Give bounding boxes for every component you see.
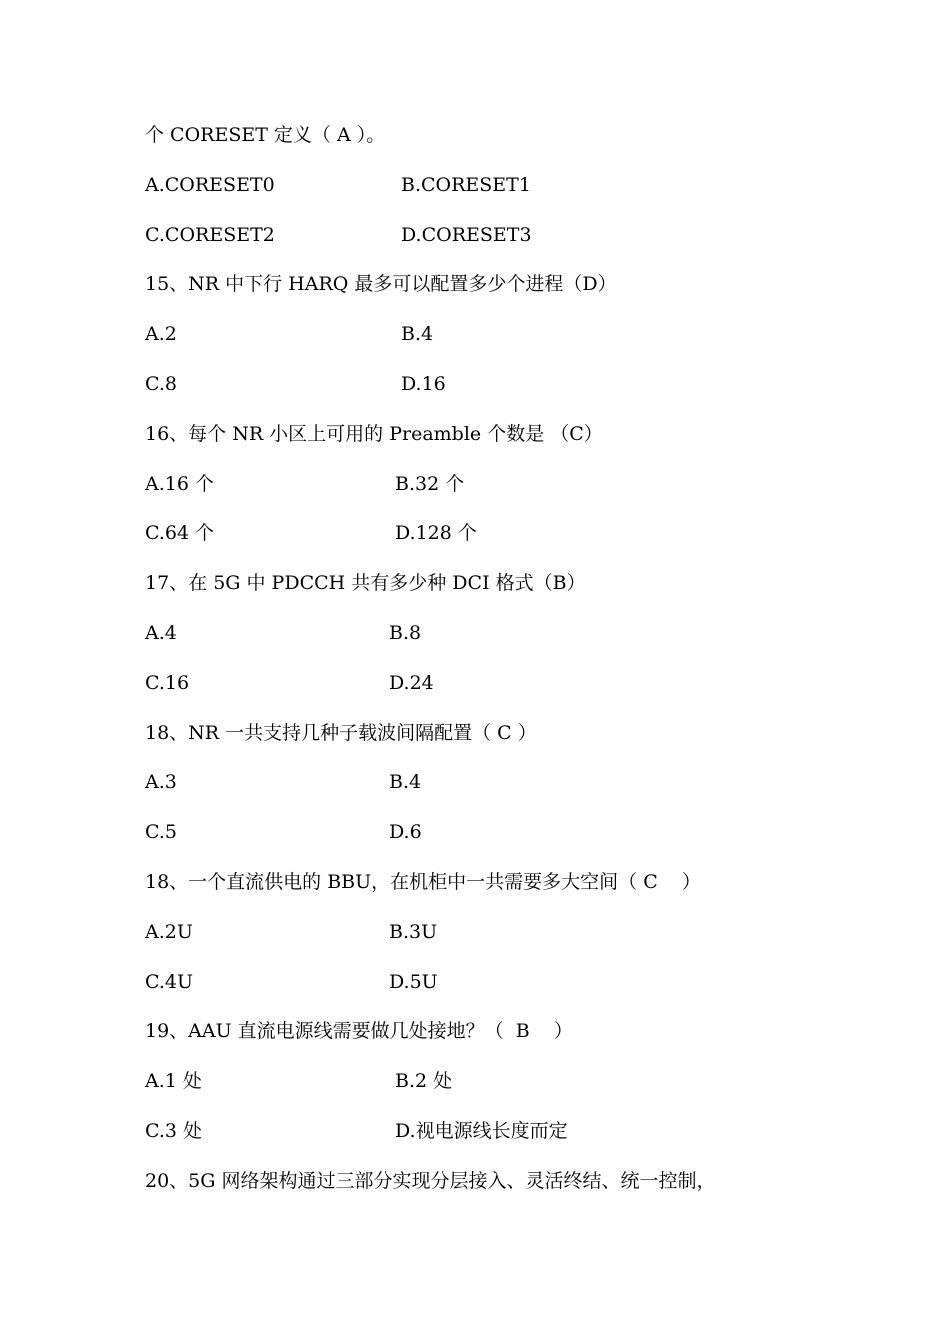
option-c: C.4U bbox=[145, 971, 194, 993]
option-d: D.CORESET3 bbox=[401, 224, 532, 246]
option-b: B.2 处 bbox=[395, 1070, 453, 1092]
option-b: B.32 个 bbox=[395, 473, 465, 495]
question-text: 19、AAU 直流电源线需要做几处接地？（ B ） bbox=[145, 1020, 573, 1042]
option-a: A.CORESET0 bbox=[145, 174, 275, 196]
option-c: C.8 bbox=[145, 373, 177, 395]
option-d: D.5U bbox=[389, 971, 438, 993]
option-a: A.3 bbox=[145, 771, 177, 793]
option-d: D.16 bbox=[401, 373, 446, 395]
option-a: A.2 bbox=[145, 323, 177, 345]
question-14-stem-continuation bbox=[145, 119, 385, 151]
question-text: 18、一个直流供电的 BBU，在机柜中一共需要多大空间（ C ） bbox=[145, 871, 701, 893]
question-text: 个 CORESET 定义（ A ）。 bbox=[145, 124, 386, 146]
option-d: D.6 bbox=[389, 821, 422, 843]
question-15-stem bbox=[145, 268, 617, 300]
option-a: A.4 bbox=[145, 622, 177, 644]
option-c: C.64 个 bbox=[145, 522, 215, 544]
question-16-stem bbox=[145, 418, 603, 450]
question-text: 17、在 5G 中 PDCCH 共有多少种 DCI 格式（B） bbox=[145, 572, 586, 594]
question-17-stem bbox=[145, 567, 586, 599]
option-a: A.2U bbox=[145, 921, 193, 943]
question-text: 20、5G 网络架构通过三部分实现分层接入、灵活终结、统一控制， bbox=[145, 1170, 716, 1192]
question-18b-stem bbox=[145, 866, 701, 898]
option-a: A.1 处 bbox=[145, 1070, 202, 1092]
option-d: D.视电源线长度而定 bbox=[395, 1120, 568, 1142]
option-c: C.16 bbox=[145, 672, 190, 694]
option-c: C.3 处 bbox=[145, 1120, 203, 1142]
question-18-stem bbox=[145, 717, 537, 749]
option-b: B.8 bbox=[389, 622, 422, 644]
option-b: B.4 bbox=[401, 323, 434, 345]
question-text: 18、NR 一共支持几种子载波间隔配置（ C ） bbox=[145, 722, 537, 744]
option-b: B.3U bbox=[389, 921, 438, 943]
option-b: B.CORESET1 bbox=[401, 174, 531, 196]
option-d: D.128 个 bbox=[395, 522, 477, 544]
option-b: B.4 bbox=[389, 771, 422, 793]
option-c: C.5 bbox=[145, 821, 177, 843]
option-c: C.CORESET2 bbox=[145, 224, 275, 246]
option-a: A.16 个 bbox=[145, 473, 214, 495]
question-20-stem bbox=[145, 1165, 715, 1197]
question-text: 15、NR 中下行 HARQ 最多可以配置多少个进程（D） bbox=[145, 273, 617, 295]
question-19-stem bbox=[145, 1015, 573, 1047]
question-text: 16、每个 NR 小区上可用的 Preamble 个数是 （C） bbox=[145, 423, 603, 445]
option-d: D.24 bbox=[389, 672, 434, 694]
